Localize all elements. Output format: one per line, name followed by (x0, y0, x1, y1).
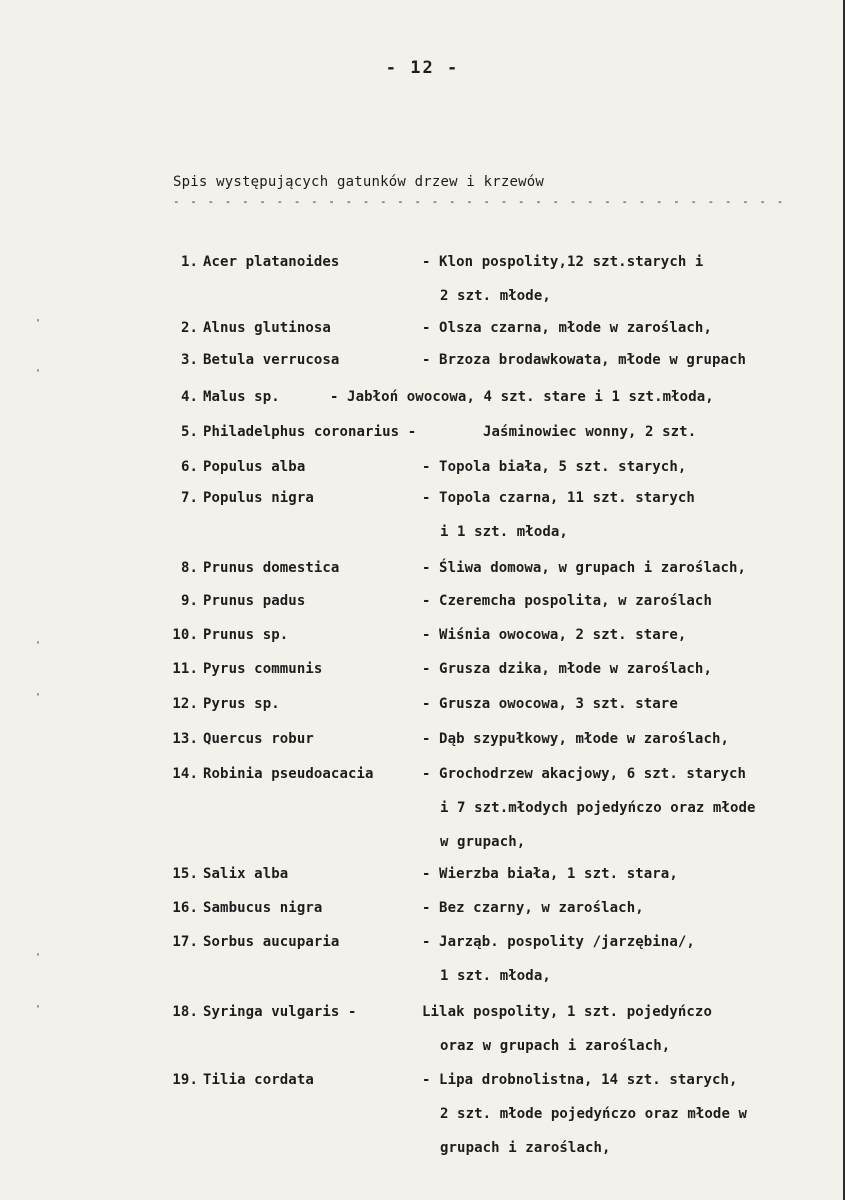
polish-description: - Grochodrzew akacjowy, 6 szt. starych (422, 766, 747, 782)
margin-mark: ' (35, 368, 42, 379)
latin-name: Populus nigra (203, 490, 314, 506)
margin-mark: ' (35, 640, 42, 651)
description-continuation: 2 szt. młode pojedyńczo oraz młode w (440, 1106, 748, 1122)
item-number: 13. (172, 731, 198, 747)
latin-name: Sorbus aucuparia (203, 934, 340, 950)
latin-name: Sambucus nigra (203, 900, 323, 916)
polish-description: - Grusza dzika, młode w zaroślach, (422, 661, 712, 677)
description-continuation: 2 szt. młode, (440, 288, 551, 304)
polish-description: - Jabłoń owocowa, 4 szt. stare i 1 szt.młoda, (330, 389, 714, 405)
item-number: 6. (180, 459, 198, 475)
description-continuation: w grupach, (440, 834, 526, 850)
item-number: 9. (180, 593, 198, 609)
item-number: 12. (172, 696, 198, 712)
item-number: 14. (172, 766, 198, 782)
polish-description: - Grusza owocowa, 3 szt. stare (422, 696, 678, 712)
margin-mark: ' (35, 318, 42, 329)
polish-description: - Brzoza brodawkowata, młode w grupach (422, 352, 747, 368)
item-number: 18. (172, 1004, 198, 1020)
latin-name: Robinia pseudoacacia (203, 766, 374, 782)
description-continuation: i 1 szt. młoda, (440, 524, 568, 540)
polish-description: - Wierzba biała, 1 szt. stara, (422, 866, 678, 882)
item-number: 4. (180, 389, 198, 405)
heading-underline: - - - - - - - - - - - - - - - - - - - - - - - - - - - - - - - - - - - - (173, 195, 786, 208)
margin-mark: ' (35, 952, 42, 963)
item-number: 5. (180, 424, 198, 440)
item-number: 15. (172, 866, 198, 882)
description-continuation: oraz w grupach i zaroślach, (440, 1038, 671, 1054)
latin-name: Prunus domestica (203, 560, 340, 576)
latin-name: Philadelphus coronarius - (203, 424, 417, 440)
polish-description: Jaśminowiec wonny, 2 szt. (483, 424, 697, 440)
page-number: - 12 - (385, 58, 460, 78)
latin-name: Acer platanoides (203, 254, 340, 270)
item-number: 10. (172, 627, 198, 643)
margin-mark: ' (35, 1004, 42, 1015)
polish-description: - Topola biała, 5 szt. starych, (422, 459, 687, 475)
item-number: 7. (180, 490, 198, 506)
latin-name: Betula verrucosa (203, 352, 340, 368)
item-number: 19. (172, 1072, 198, 1088)
description-continuation: i 7 szt.młodych pojedyńczo oraz młode (440, 800, 756, 816)
latin-name: Prunus sp. (203, 627, 289, 643)
polish-description: - Topola czarna, 11 szt. starych (422, 490, 695, 506)
polish-description: - Śliwa domowa, w grupach i zaroślach, (422, 560, 747, 576)
latin-name: Quercus robur (203, 731, 314, 747)
list-heading: Spis występujących gatunków drzew i krzewów (173, 174, 545, 190)
latin-name: Prunus padus (203, 593, 306, 609)
polish-description: - Dąb szypułkowy, młode w zaroślach, (422, 731, 730, 747)
item-number: 16. (172, 900, 198, 916)
item-number: 17. (172, 934, 198, 950)
latin-name: Pyrus communis (203, 661, 323, 677)
latin-name: Populus alba (203, 459, 306, 475)
item-number: 8. (180, 560, 198, 576)
polish-description: - Lipa drobnolistna, 14 szt. starych, (422, 1072, 738, 1088)
latin-name: Alnus glutinosa (203, 320, 331, 336)
latin-name: Malus sp. (203, 389, 280, 405)
polish-description: - Bez czarny, w zaroślach, (422, 900, 644, 916)
polish-description: - Olsza czarna, młode w zaroślach, (422, 320, 712, 336)
polish-description: - Klon pospolity,12 szt.starych i (422, 254, 704, 270)
item-number: 11. (172, 661, 198, 677)
item-number: 3. (180, 352, 198, 368)
latin-name: Syringa vulgaris - (203, 1004, 357, 1020)
item-number: 2. (180, 320, 198, 336)
polish-description: - Wiśnia owocowa, 2 szt. stare, (422, 627, 687, 643)
latin-name: Tilia cordata (203, 1072, 314, 1088)
polish-description: Lilak pospolity, 1 szt. pojedyńczo (422, 1004, 712, 1020)
polish-description: - Jarząb. pospolity /jarzębina/, (422, 934, 695, 950)
latin-name: Salix alba (203, 866, 289, 882)
polish-description: - Czeremcha pospolita, w zaroślach (422, 593, 712, 609)
margin-mark: ' (35, 692, 42, 703)
item-number: 1. (180, 254, 198, 270)
description-continuation: grupach i zaroślach, (440, 1140, 611, 1156)
description-continuation: 1 szt. młoda, (440, 968, 551, 984)
latin-name: Pyrus sp. (203, 696, 280, 712)
